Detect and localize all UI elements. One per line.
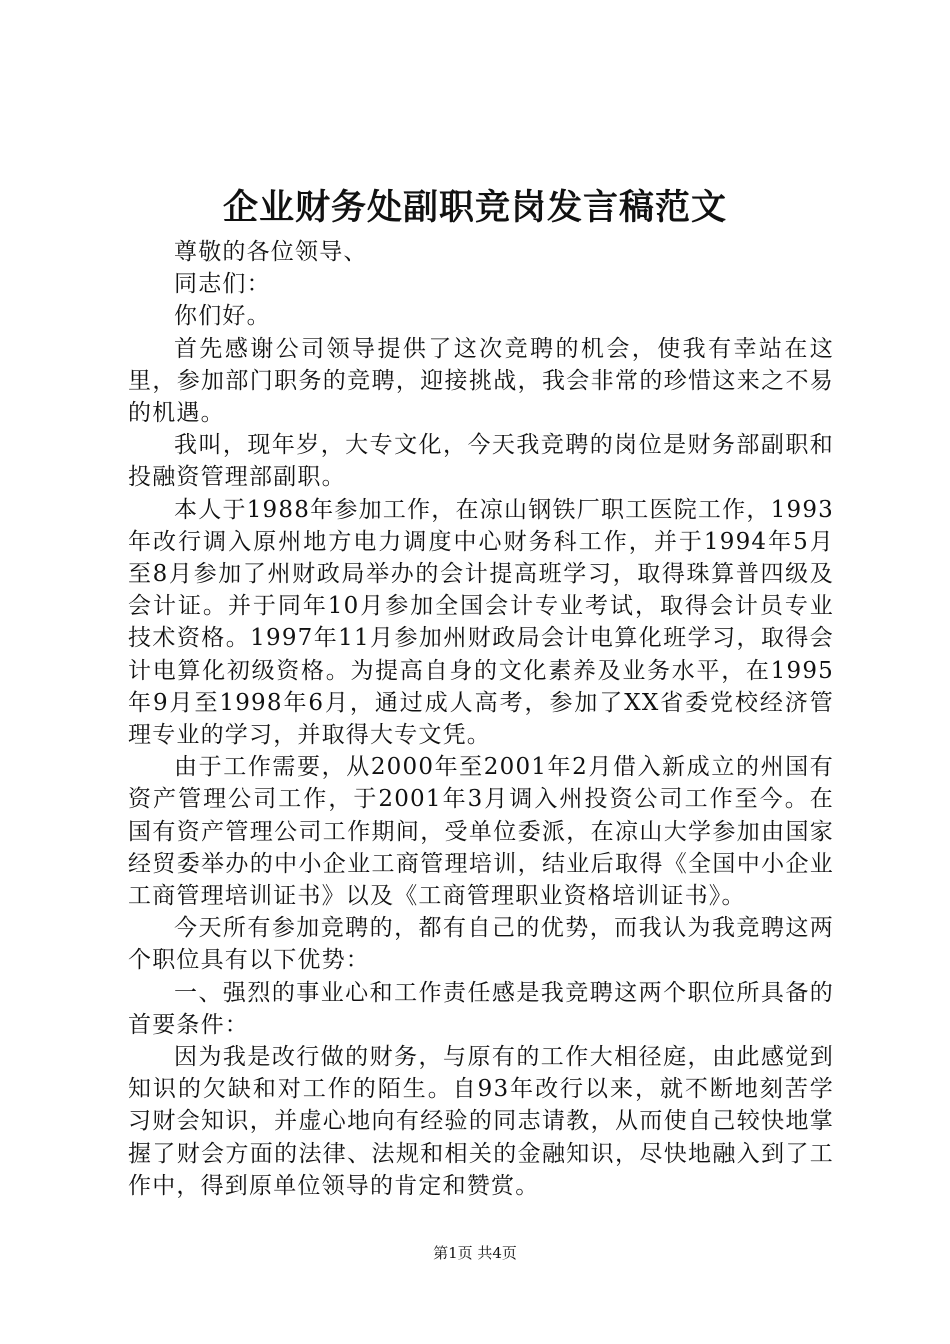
paragraph-salutation-1: 尊敬的各位领导、	[174, 239, 368, 265]
paragraph-advantages: 今天所有参加竞聘的，都有自己的优势，而我认为我竞聘这两个职位具有以下优势：	[128, 915, 834, 974]
paragraph-greeting: 你们好。	[174, 303, 271, 330]
paragraph-salutation-2: 同志们：	[174, 271, 271, 298]
page-footer: 第1页 共4页	[433, 1244, 517, 1262]
paragraph-thanks: 首先感谢公司领导提供了这次竞聘的机会，使我有幸站在这里，参加部门职务的竞聘，迎接挑战，我会非常的珍惜这来之不易的机遇。	[128, 335, 834, 427]
document-title: 企业财务处副职竞岗发言稿范文	[222, 187, 727, 228]
paragraph-introduction: 我叫，现年岁，大专文化，今天我竞聘的岗位是财务部副职和投融资管理部副职。	[128, 432, 834, 491]
paragraph-work-history: 本人于1988年参加工作，在凉山钢铁厂职工医院工作，1993年改行调入原州地方电力调度中心财务科工作，并于1994年5月至8月参加了州财政局举办的会计提高班学习，取得珠算普四级及会计证。并于同年10月参加全国会计专业考试，取得会计员专业技术资格。1997年11月参加州财政局会计电算化班学习，取得会计电算化初级资格。为提高自身的文化素养及业务水平，在1995年9月至1998年6月，通过成人高考，参加了XX省委党校经济管理专业的学习，并取得大专文凭。	[128, 496, 834, 749]
paragraph-learning: 因为我是改行做的财务，与原有的工作大相径庭，由此感觉到知识的欠缺和对工作的陌生。自93年改行以来，就不断地刻苦学习财会知识，并虚心地向有经验的同志请教，从而使自己较快地掌握了财会方面的法律、法规和相关的金融知识，尽快地融入到了工作中，得到原单位领导的肯定和赞赏。	[128, 1044, 834, 1199]
document-body	[128, 236, 834, 1202]
paragraph-advantage-one: 一、强烈的事业心和工作责任感是我竞聘这两个职位所具备的首要条件：	[128, 979, 834, 1038]
paragraph-training: 由于工作需要，从2000年至2001年2月借入新成立的州国有资产管理公司工作，于2001年3月调入州投资公司工作至今。在国有资产管理公司工作期间，受单位委派，在凉山大学参加由国家经贸委举办的中小企业工商管理培训，结业后取得《全国中小企业工商管理培训证书》以及《工商管理职业资格培训证书》。	[128, 754, 834, 910]
